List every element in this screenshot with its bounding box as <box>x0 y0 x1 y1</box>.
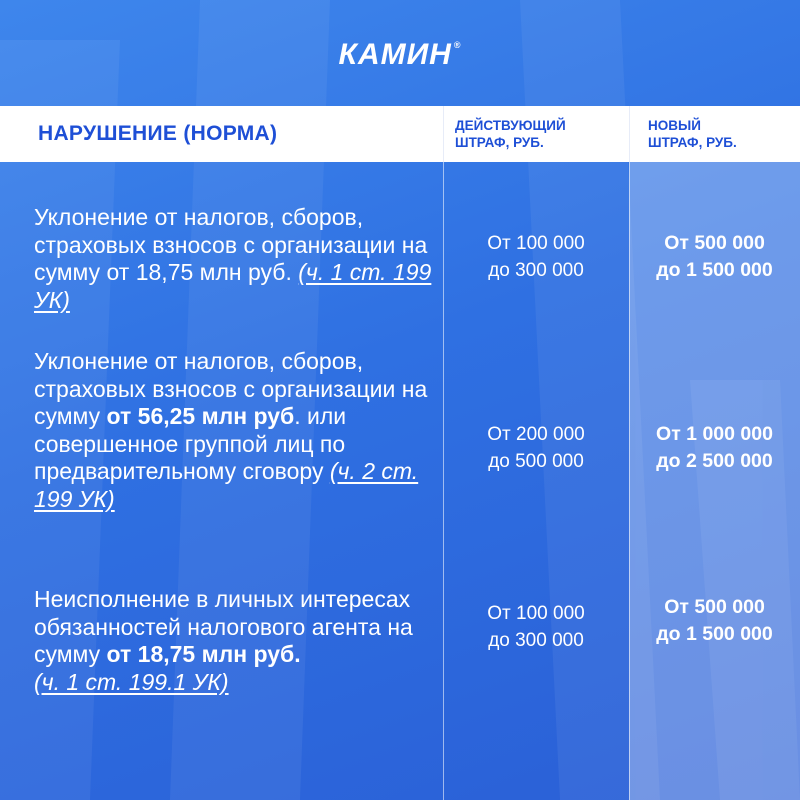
header-new-fine <box>648 106 798 162</box>
kamin-logo <box>339 38 462 72</box>
amount-highlight: от 56,25 млн руб <box>106 403 295 429</box>
brand-header <box>0 0 800 106</box>
current-fine <box>443 421 629 475</box>
current-fine <box>443 600 629 654</box>
logo-text: КАМИН <box>338 38 452 71</box>
new-fine-to: до 1 500 000 <box>656 259 773 281</box>
new-fine-from: От 1 000 000 <box>656 423 773 445</box>
amount-highlight: от 18,75 млн руб. <box>106 641 301 667</box>
law-reference: (ч. 1 ст. 199.1 УК) <box>34 668 229 695</box>
current-fine-to: до 300 000 <box>488 630 584 651</box>
header-new-line1: НОВЫЙ <box>648 118 701 133</box>
law-reference: (ч. 1 ст. 199 УК) <box>34 259 432 313</box>
header-violation: НАРУШЕНИЕ (НОРМА) <box>38 122 278 145</box>
header-current-line1: ДЕЙСТВУЮЩИЙ <box>455 118 566 133</box>
current-fine-to: до 300 000 <box>488 260 584 281</box>
violation-description: Уклонение от налогов, сборов, страховых взносов с организации на сумму от 56,25 млн руб. или совершенное группой лиц по предварительному сговору (ч. 2 ст. 199 УК) <box>34 348 428 512</box>
law-reference: (ч. 2 ст. 199 УК) <box>34 458 419 512</box>
current-fine-to: до 500 000 <box>488 451 584 472</box>
new-fine <box>629 421 800 475</box>
new-fine-to: до 2 500 000 <box>656 450 773 472</box>
new-fine <box>629 230 800 284</box>
header-new-line2: ШТРАФ, РУБ. <box>648 135 737 150</box>
new-fine-from: От 500 000 <box>664 596 765 618</box>
current-fine-from: От 200 000 <box>487 424 585 445</box>
new-fine-to: до 1 500 000 <box>656 623 773 645</box>
new-fine-from: От 500 000 <box>664 232 765 254</box>
current-fine <box>443 230 629 284</box>
new-fine <box>629 594 800 648</box>
current-fine-from: От 100 000 <box>487 233 585 254</box>
current-fine-from: От 100 000 <box>487 603 585 624</box>
header-current-line2: ШТРАФ, РУБ. <box>455 135 544 150</box>
violation-description: Уклонение от налогов, сборов, страховых взносов с организации на сумму от 18,75 млн руб. (ч. 1 ст. 199 УК) <box>34 204 432 313</box>
table-header <box>0 106 800 162</box>
header-current-fine <box>455 106 625 162</box>
registered-mark: ® <box>453 40 462 50</box>
violation-description: Неисполнение в личных интересах обязанностей налогового агента на сумму от 18,75 млн руб. (ч. 1 ст. 199.1 УК) <box>34 586 413 695</box>
